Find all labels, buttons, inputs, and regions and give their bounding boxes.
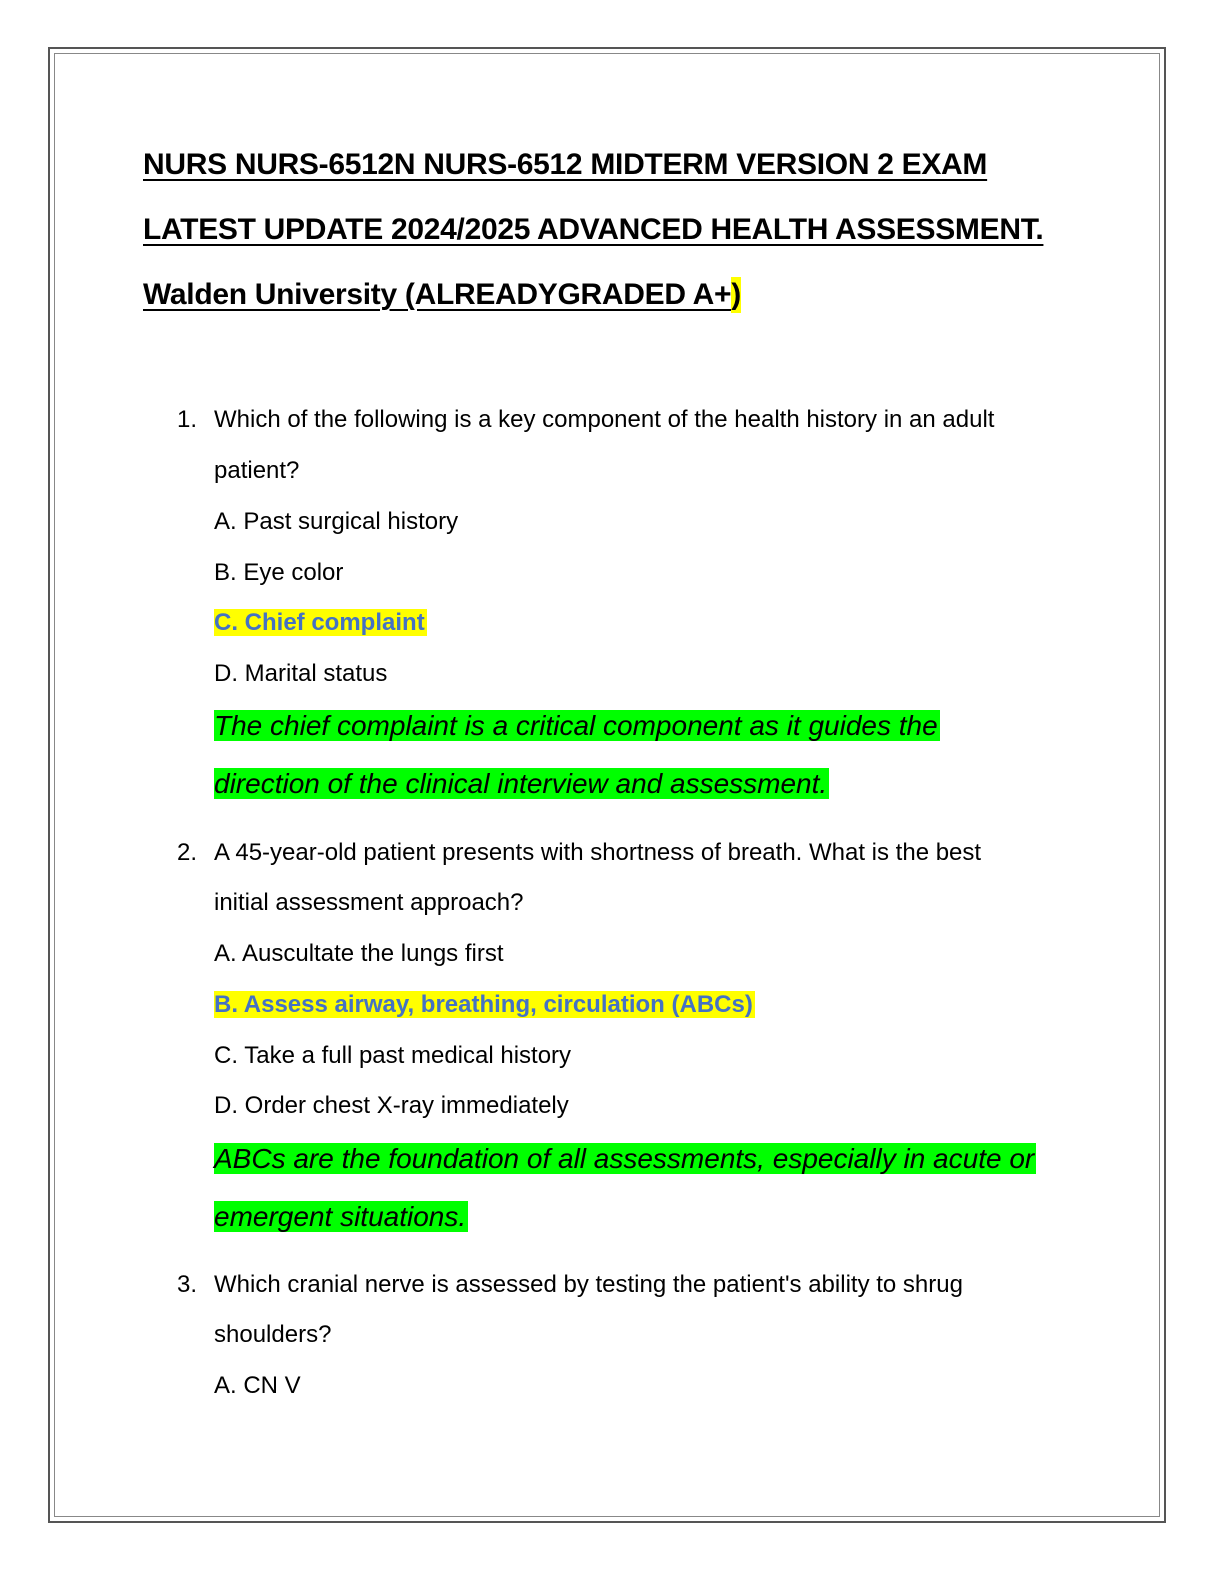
question-1-explanation-text-1: The chief complaint is a critical component as it guides the bbox=[214, 710, 938, 741]
document-title-line-2: LATEST UPDATE 2024/2025 ADVANCED HEALTH ASSESSMENT. bbox=[143, 213, 1044, 246]
question-1-text-line-1: Which of the following is a key component of the health history in an adult bbox=[214, 406, 995, 433]
question-2-explanation-text-2: emergent situations. bbox=[214, 1201, 467, 1232]
question-3-number: 3. bbox=[177, 1271, 198, 1298]
question-2-option-a: A. Auscultate the lungs first bbox=[214, 940, 504, 967]
document-title-line-3 bbox=[143, 277, 1103, 313]
question-2-explanation-text-1: ABCs are the foundation of all assessments, especially in acute or bbox=[214, 1143, 1035, 1174]
question-1-option-b: B. Eye color bbox=[214, 559, 344, 586]
document-title-line-1: NURS NURS-6512N NURS-6512 MIDTERM VERSION 2 EXAM bbox=[143, 148, 988, 181]
question-3-text-line-2: shoulders? bbox=[214, 1321, 332, 1348]
question-2-option-b bbox=[214, 990, 755, 1020]
question-2-text-line-2: initial assessment approach? bbox=[214, 889, 524, 916]
title-line-3-text: Walden University (ALREADYGRADED A+ bbox=[143, 278, 732, 311]
question-2-option-d: D. Order chest X-ray immediately bbox=[214, 1092, 569, 1119]
question-1-number: 1. bbox=[177, 406, 198, 433]
question-1-explanation-line-1 bbox=[214, 707, 940, 745]
question-1-option-d: D. Marital status bbox=[214, 660, 388, 687]
question-1-explanation-line-2 bbox=[214, 765, 829, 803]
question-1-explanation-text-2: direction of the clinical interview and assessment. bbox=[214, 768, 828, 799]
question-2-explanation-line-2 bbox=[214, 1198, 468, 1236]
question-1-option-c bbox=[214, 608, 427, 638]
title-closing-paren: ) bbox=[731, 278, 741, 311]
question-1-option-a: A. Past surgical history bbox=[214, 508, 459, 535]
question-2-correct-answer: B. Assess airway, breathing, circulation (ABCs) bbox=[214, 991, 753, 1018]
question-2-number: 2. bbox=[177, 839, 198, 866]
question-2-option-c: C. Take a full past medical history bbox=[214, 1042, 572, 1069]
question-2-explanation-line-1 bbox=[214, 1140, 1036, 1178]
question-3-text-line-1: Which cranial nerve is assessed by testing the patient's ability to shrug bbox=[214, 1271, 963, 1298]
question-1-text-line-2: patient? bbox=[214, 457, 300, 484]
question-2-text-line-1: A 45-year-old patient presents with shortness of breath. What is the best bbox=[214, 839, 982, 866]
question-1-correct-answer: C. Chief complaint bbox=[214, 609, 425, 636]
question-3-option-a: A. CN V bbox=[214, 1372, 301, 1399]
